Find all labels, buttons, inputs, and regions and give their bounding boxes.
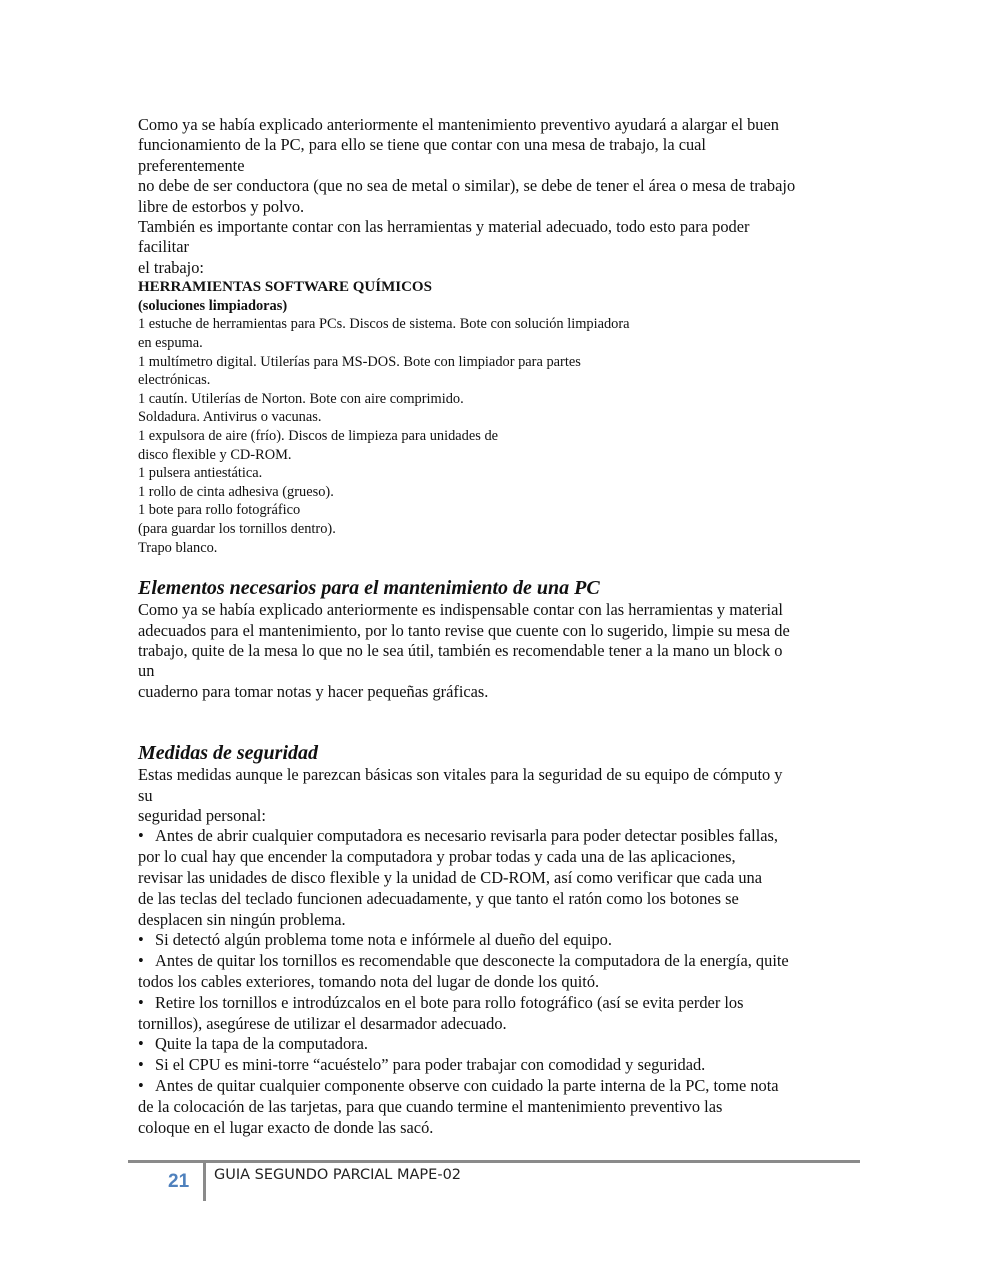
bullet-icon: • bbox=[138, 1034, 144, 1054]
text-line: facilitar bbox=[138, 237, 189, 257]
footer-title: GUIA SEGUNDO PARCIAL MAPE-02 bbox=[214, 1167, 462, 1183]
section1-paragraph bbox=[138, 600, 858, 702]
bullet-continuation: desplacen sin ningún problema. bbox=[138, 909, 346, 929]
bullet-continuation: todos los cables exteriores, tomando nota del lugar de donde los quitó. bbox=[138, 971, 600, 991]
tools-line: 1 cautín. Utilerías de Norton. Bote con aire comprimido. bbox=[138, 390, 464, 407]
text-line: seguridad personal: bbox=[138, 806, 266, 825]
text-line: Como ya se había explicado anteriormente es indispensable contar con las herramientas y material bbox=[138, 600, 783, 620]
text-line: funcionamiento de la PC, para ello se tiene que contar con una mesa de trabajo, la cual bbox=[138, 135, 706, 155]
safety-bullet-list bbox=[138, 826, 858, 1138]
text-line: el trabajo: bbox=[138, 257, 204, 277]
tools-header: HERRAMIENTAS SOFTWARE QUÍMICOS bbox=[138, 279, 432, 296]
tools-line: Soldadura. Antivirus o vacunas. bbox=[138, 409, 322, 426]
bullet-item: • Antes de abrir cualquier computadora es necesario revisarla para poder detectar posibles fallas, bbox=[138, 826, 779, 846]
tools-line: electrónicas. bbox=[138, 372, 211, 389]
bullet-icon: • bbox=[138, 1075, 144, 1095]
tools-line: 1 estuche de herramientas para PCs. Discos de sistema. Bote con solución limpiadora bbox=[138, 316, 630, 333]
bullet-item: • Si detectó algún problema tome nota e infórmele al dueño del equipo. bbox=[138, 930, 612, 950]
text-line: Estas medidas aunque le parezcan básicas son vitales para la seguridad de su equipo de cómputo y bbox=[138, 765, 783, 785]
bullet-item: • Si el CPU es mini-torre “acuéstelo” para poder trabajar con comodidad y seguridad. bbox=[138, 1055, 706, 1075]
page-number: 21 bbox=[168, 1171, 190, 1192]
footer-divider bbox=[128, 1160, 860, 1163]
bullet-continuation: tornillos), asegúrese de utilizar el desarmador adecuado. bbox=[138, 1013, 507, 1033]
text-line: También es importante contar con las herramientas y material adecuado, todo esto para poder bbox=[138, 217, 750, 237]
text-line: Como ya se había explicado anteriormente el mantenimiento preventivo ayudará a alargar el buen bbox=[138, 115, 779, 134]
bullet-continuation: revisar las unidades de disco flexible y la unidad de CD-ROM, así como verificar que cada una bbox=[138, 868, 763, 887]
tools-line: en espuma. bbox=[138, 335, 203, 352]
tools-line: 1 rollo de cinta adhesiva (grueso). bbox=[138, 483, 334, 500]
tools-line: 1 bote para rollo fotográfico bbox=[138, 502, 301, 519]
tools-line: Trapo blanco. bbox=[138, 539, 218, 556]
bullet-continuation: de las teclas del teclado funcionen adecuadamente, y que tanto el ratón como los botones se bbox=[138, 888, 739, 908]
section-heading-elementos: Elementos necesarios para el mantenimiento de una PC bbox=[138, 577, 600, 600]
bullet-icon: • bbox=[138, 951, 144, 971]
text-line: no debe de ser conductora (que no sea de metal o similar), se debe de tener el área o mesa de trabajo bbox=[138, 176, 796, 196]
bullet-icon: • bbox=[138, 1055, 144, 1075]
tools-line: 1 pulsera antiestática. bbox=[138, 465, 263, 482]
text-line: adecuados para el mantenimiento, por lo tanto revise que cuente con lo sugerido, limpie su mesa de bbox=[138, 620, 790, 640]
footer-separator bbox=[203, 1163, 206, 1201]
text-line: su bbox=[138, 785, 153, 805]
bullet-continuation: coloque en el lugar exacto de donde las sacó. bbox=[138, 1117, 434, 1137]
tools-line: (para guardar los tornillos dentro). bbox=[138, 520, 336, 537]
document-body bbox=[138, 115, 858, 1138]
tools-line: 1 multímetro digital. Utilerías para MS-DOS. Bote con limpiador para partes bbox=[138, 353, 581, 370]
bullet-item: • Retire los tornillos e introdúzcalos en el bote para rollo fotográfico (así se evita perder los bbox=[138, 992, 744, 1012]
bullet-item: • Quite la tapa de la computadora. bbox=[138, 1034, 368, 1054]
bullet-item: • Antes de quitar los tornillos es recomendable que desconecte la computadora de la energía, quite bbox=[138, 951, 789, 971]
tools-list bbox=[138, 278, 858, 557]
tools-line: disco flexible y CD-ROM. bbox=[138, 446, 292, 463]
bullet-continuation: por lo cual hay que encender la computadora y probar todas y cada una de las aplicaciones, bbox=[138, 847, 736, 867]
section-heading-seguridad: Medidas de seguridad bbox=[138, 742, 318, 765]
text-line: un bbox=[138, 661, 155, 681]
section2-intro bbox=[138, 765, 858, 826]
bullet-item: • Antes de quitar cualquier componente observe con cuidado la parte interna de la PC, tome nota bbox=[138, 1075, 779, 1095]
text-line: preferentemente bbox=[138, 155, 245, 175]
text-line: libre de estorbos y polvo. bbox=[138, 196, 305, 216]
bullet-icon: • bbox=[138, 930, 144, 950]
tools-subheader: (soluciones limpiadoras) bbox=[138, 297, 288, 314]
bullet-continuation: de la colocación de las tarjetas, para que cuando termine el mantenimiento preventivo las bbox=[138, 1096, 723, 1116]
tools-line: 1 expulsora de aire (frío). Discos de limpieza para unidades de bbox=[138, 428, 499, 444]
text-line: trabajo, quite de la mesa lo que no le sea útil, también es recomendable tener a la mano un block o bbox=[138, 640, 783, 660]
bullet-icon: • bbox=[138, 992, 144, 1012]
text-line: cuaderno para tomar notas y hacer pequeñas gráficas. bbox=[138, 681, 489, 701]
bullet-icon: • bbox=[138, 826, 144, 846]
intro-paragraph bbox=[138, 115, 858, 278]
